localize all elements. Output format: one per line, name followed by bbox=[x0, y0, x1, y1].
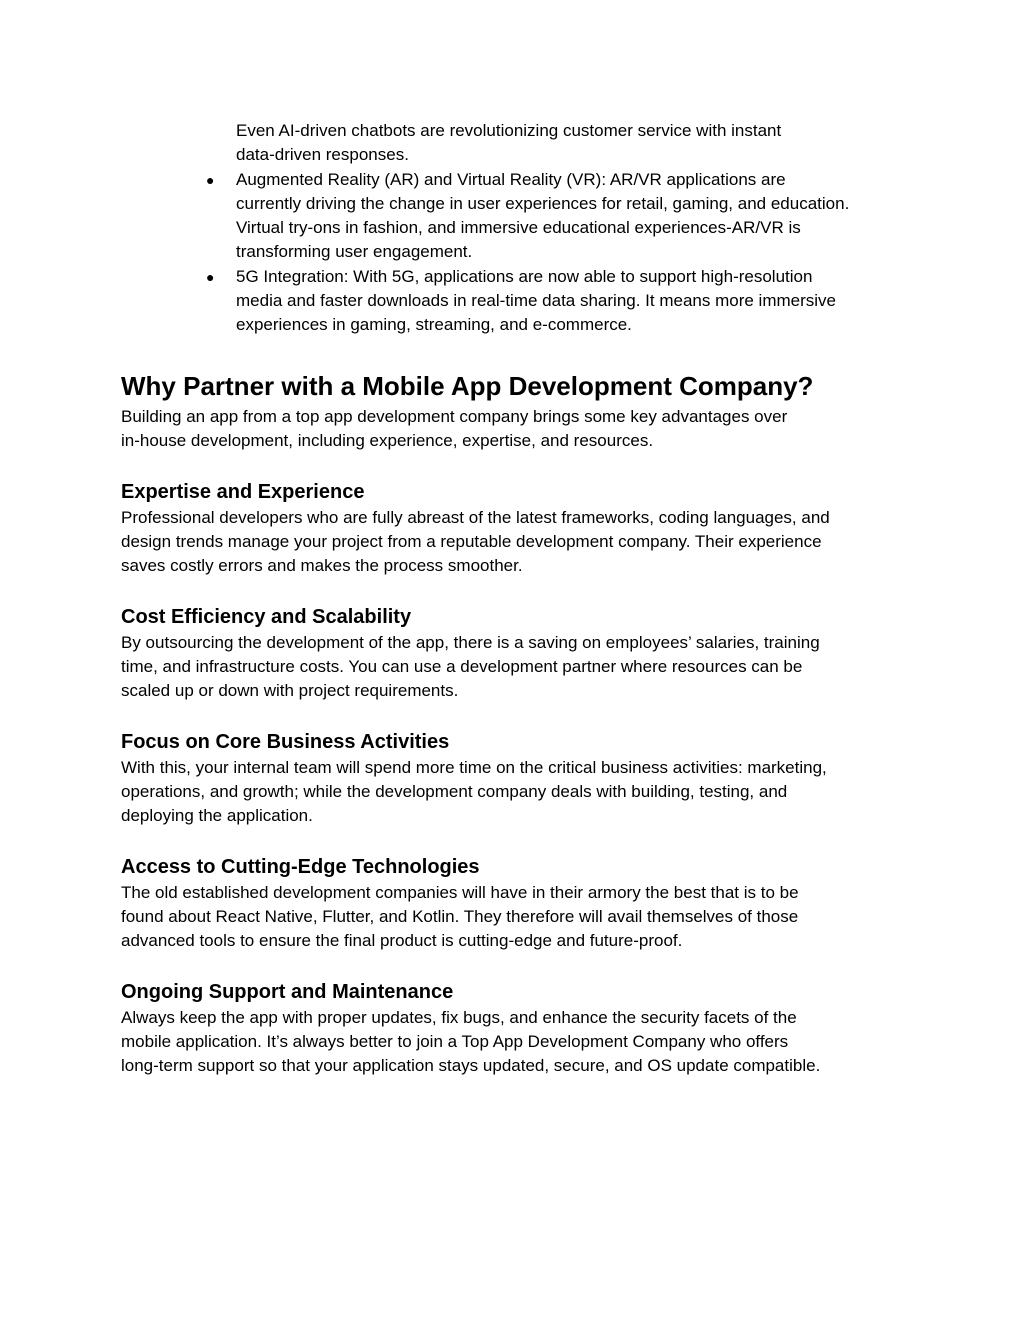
bullet-marker: ● bbox=[206, 269, 215, 285]
bullet-line: media and faster downloads in real-time data sharing. It means more immersive bbox=[236, 291, 836, 310]
section-heading: Cost Efficiency and Scalability bbox=[121, 606, 412, 628]
section-line: design trends manage your project from a reputable development company. Their experience bbox=[121, 532, 822, 551]
intro-line: Even AI-driven chatbots are revolutionizing customer service with instant bbox=[236, 121, 782, 140]
section-heading: Expertise and Experience bbox=[121, 481, 365, 503]
bullet-marker: ● bbox=[206, 172, 215, 188]
section-heading: Access to Cutting-Edge Technologies bbox=[121, 856, 480, 878]
section-line: By outsourcing the development of the app, there is a saving on employees’ salaries, training bbox=[121, 633, 820, 652]
section-heading: Focus on Core Business Activities bbox=[121, 731, 450, 753]
section-line: long-term support so that your application stays updated, secure, and OS update compatible. bbox=[121, 1056, 821, 1075]
section-line: Professional developers who are fully abreast of the latest frameworks, coding languages, and bbox=[121, 508, 830, 527]
section-line: With this, your internal team will spend more time on the critical business activities: marketing, bbox=[121, 758, 827, 777]
section-line: saves costly errors and makes the process smoother. bbox=[121, 556, 523, 575]
bullet-line: transforming user engagement. bbox=[236, 242, 473, 261]
bullet-line: Augmented Reality (AR) and Virtual Reality (VR): AR/VR applications are bbox=[236, 170, 786, 189]
paragraph-line: in-house development, including experience, expertise, and resources. bbox=[121, 431, 654, 450]
bullet-line: experiences in gaming, streaming, and e-commerce. bbox=[236, 315, 632, 334]
section-line: advanced tools to ensure the final product is cutting-edge and future-proof. bbox=[121, 931, 683, 950]
main-heading: Why Partner with a Mobile App Development Company? bbox=[121, 371, 814, 401]
bullet-line: Virtual try-ons in fashion, and immersive educational experiences-AR/VR is bbox=[236, 218, 801, 237]
section-line: found about React Native, Flutter, and Kotlin. They therefore will avail themselves of those bbox=[121, 907, 799, 926]
section-heading: Ongoing Support and Maintenance bbox=[121, 981, 454, 1003]
paragraph-line: Building an app from a top app development company brings some key advantages over bbox=[121, 407, 788, 426]
section-line: operations, and growth; while the development company deals with building, testing, and bbox=[121, 782, 788, 801]
section-line: Always keep the app with proper updates, fix bugs, and enhance the security facets of the bbox=[121, 1008, 797, 1027]
section-line: The old established development companies will have in their armory the best that is to be bbox=[121, 883, 799, 902]
bullet-line: currently driving the change in user experiences for retail, gaming, and education. bbox=[236, 194, 850, 213]
bullet-line: 5G Integration: With 5G, applications are now able to support high-resolution bbox=[236, 267, 813, 286]
section-line: time, and infrastructure costs. You can use a development partner where resources can be bbox=[121, 657, 803, 676]
section-line: mobile application. It’s always better to join a Top App Development Company who offers bbox=[121, 1032, 789, 1051]
section-line: deploying the application. bbox=[121, 806, 313, 825]
section-line: scaled up or down with project requirements. bbox=[121, 681, 459, 700]
intro-line: data-driven responses. bbox=[236, 145, 409, 164]
